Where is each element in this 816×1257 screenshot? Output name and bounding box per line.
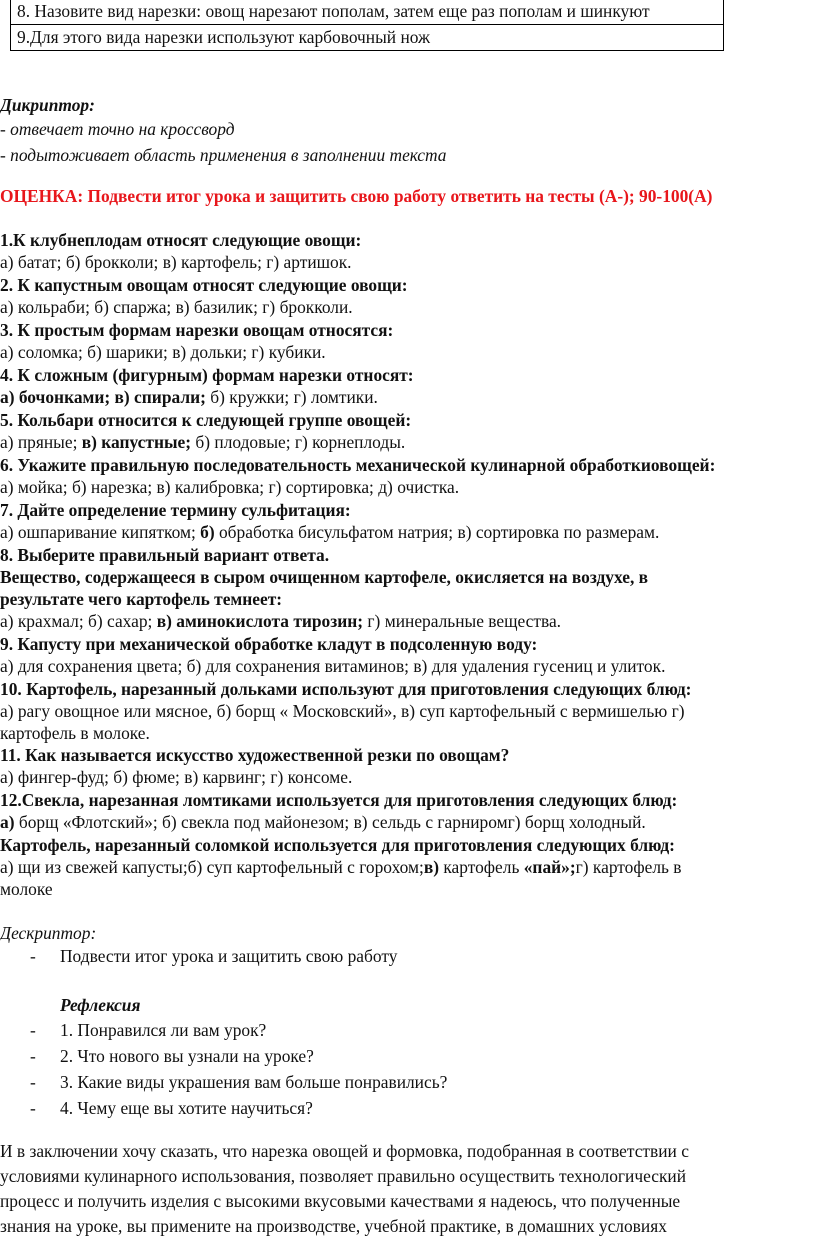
- answer-10-cont: картофель в молоке.: [0, 723, 150, 743]
- answer-bold: «пай»;: [523, 857, 576, 877]
- answer-pre: а) крахмал; б) сахар;: [0, 611, 157, 631]
- answer-bold: в): [423, 857, 439, 877]
- question-8: 8. Выберите правильный вариант ответа.: [0, 545, 330, 565]
- question-9: 9. Капусту при механической обработке кладут в подсоленную воду:: [0, 634, 538, 654]
- descriptor-title: Дикриптор:: [0, 95, 95, 115]
- reflection-item: [0, 1045, 314, 1068]
- question-1: 1.К клубнеплодам относят следующие овощи:: [0, 230, 362, 250]
- answer-10: а) рагу овощное или мясное, б) борщ « Московский», в) суп картофельный с вермишелью г): [0, 701, 685, 721]
- reflection-item: [0, 1097, 313, 1120]
- question-10: 10. Картофель, нарезанный дольками используют для приготовления следующих блюд:: [0, 679, 692, 699]
- descriptor2-title: Дескриптор:: [0, 923, 97, 943]
- question-8-text: результате чего картофель темнеет:: [0, 589, 283, 609]
- answer-6: а) мойка; б) нарезка; в) калибровка; г) сортировка; д) очистка.: [0, 477, 460, 497]
- answer-mid: картофель: [439, 857, 524, 877]
- descriptor2-item: [0, 945, 397, 968]
- reflection-item-text: 4. Чему еще вы хотите научиться?: [60, 1098, 313, 1118]
- list-dash: -: [30, 1098, 36, 1118]
- answer-pre: а) пряные;: [0, 432, 82, 452]
- answer-rest: б) плодовые; г) корнеплоды.: [191, 432, 406, 452]
- question-12: 12.Свекла, нарезанная ломтиками используется для приготовления следующих блюд:: [0, 790, 678, 810]
- table-row: [11, 25, 724, 51]
- table-row: [11, 0, 724, 25]
- descriptor-item: - подытоживает область применения в заполнении текста: [0, 145, 447, 165]
- question-2: 2. К капустным овощам относят следующие овощи:: [0, 275, 408, 295]
- answer-rest: борщ «Флотский»; б) свекла под майонезом; в) сельдь с гарниромг) борщ холодный.: [14, 812, 646, 832]
- crossword-questions-table: [10, 0, 724, 51]
- reflection-item: [0, 1071, 447, 1094]
- assessment-heading: ОЦЕНКА: Подвести итог урока и защитить свою работу ответить на тесты (А-); 90-100(А): [0, 186, 713, 206]
- answer-rest: г) минеральные вещества.: [363, 611, 562, 631]
- question-8-text: Вещество, содержащееся в сыром очищенном картофеле, окисляется на воздухе, в: [0, 567, 649, 587]
- answer-13: [0, 856, 682, 879]
- answer-1: а) батат; б) брокколи; в) картофель; г) артишок.: [0, 252, 352, 272]
- answer-4: [0, 386, 378, 409]
- reflection-item-text: 1. Понравился ли вам урок?: [60, 1020, 267, 1040]
- answer-pre: а) щи из свежей капусты;б) суп картофельный с горохом;: [0, 857, 424, 877]
- reflection-item-text: 2. Что нового вы узнали на уроке?: [60, 1046, 314, 1066]
- closing-paragraph-line: условиями кулинарного использования, позволяет правильно осуществить технологический: [0, 1166, 687, 1186]
- answer-pre: а) ошпаривание кипятком;: [0, 522, 201, 542]
- question-5: 5. Кольбари относится к следующей группе овощей:: [0, 410, 412, 430]
- answer-rest: г) картофель в: [575, 857, 682, 877]
- answer-8: [0, 610, 561, 633]
- question-7: 7. Дайте определение термину сульфитация:: [0, 500, 351, 520]
- list-dash: -: [30, 1072, 36, 1092]
- answer-bold: в) аминокислота тирозин;: [156, 611, 364, 631]
- answer-bold: в) капустные;: [81, 432, 192, 452]
- answer-9: а) для сохранения цвета; б) для сохранения витаминов; в) для удаления гусениц и улиток.: [0, 656, 666, 676]
- reflection-item-text: 3. Какие виды украшения вам больше понравились?: [60, 1072, 448, 1092]
- table-cell: 9.Для этого вида нарезки используют карбовочный нож: [11, 25, 724, 51]
- closing-paragraph-line: процесс и получить изделия с высокими вкусовыми качествами я надеюсь, что полученные: [0, 1191, 681, 1211]
- descriptor2-item-text: Подвести итог урока и защитить свою работу: [60, 946, 398, 966]
- answer-bold: б): [200, 522, 215, 542]
- list-dash: -: [30, 1020, 36, 1040]
- answer-3: а) соломка; б) шарики; в) дольки; г) кубики.: [0, 342, 326, 362]
- answer-5: [0, 431, 405, 454]
- answer-7: [0, 521, 659, 544]
- answer-11: а) фингер-фуд; б) фюме; в) карвинг; г) консоме.: [0, 767, 353, 787]
- question-6: 6. Укажите правильную последовательность механической кулинарной обработкиовощей:: [0, 455, 716, 475]
- answer-12: [0, 811, 646, 834]
- question-4: 4. К сложным (фигурным) формам нарезки относят:: [0, 365, 414, 385]
- list-dash: -: [30, 946, 36, 966]
- answer-2: а) кольраби; б) спаржа; в) базилик; г) брокколи.: [0, 297, 353, 317]
- answer-rest: обработка бисульфатом натрия; в) сортировка по размерам.: [214, 522, 660, 542]
- closing-paragraph-line: И в заключении хочу сказать, что нарезка овощей и формовка, подобранная в соответствии с: [0, 1141, 689, 1161]
- question-13: Картофель, нарезанный соломкой используется для приготовления следующих блюд:: [0, 835, 675, 855]
- answer-bold: а) бочонками; в) спирали;: [0, 387, 206, 407]
- answer-bold: а): [0, 812, 15, 832]
- question-11: 11. Как называется искусство художественной резки по овощам?: [0, 745, 510, 765]
- descriptor-item: - отвечает точно на кроссворд: [0, 119, 235, 139]
- reflection-title: Рефлексия: [60, 995, 141, 1015]
- list-dash: -: [30, 1046, 36, 1066]
- table-cell: 8. Назовите вид нарезки: овощ нарезают пополам, затем еще раз пополам и шинкуют: [11, 0, 724, 25]
- question-3: 3. К простым формам нарезки овощам относятся:: [0, 320, 394, 340]
- answer-rest: б) кружки; г) ломтики.: [205, 387, 378, 407]
- closing-paragraph-line: знания на уроке, вы примените на производстве, учебной практике, в домашних условиях: [0, 1216, 667, 1236]
- answer-13-cont: молоке: [0, 879, 53, 899]
- reflection-item: [0, 1019, 266, 1042]
